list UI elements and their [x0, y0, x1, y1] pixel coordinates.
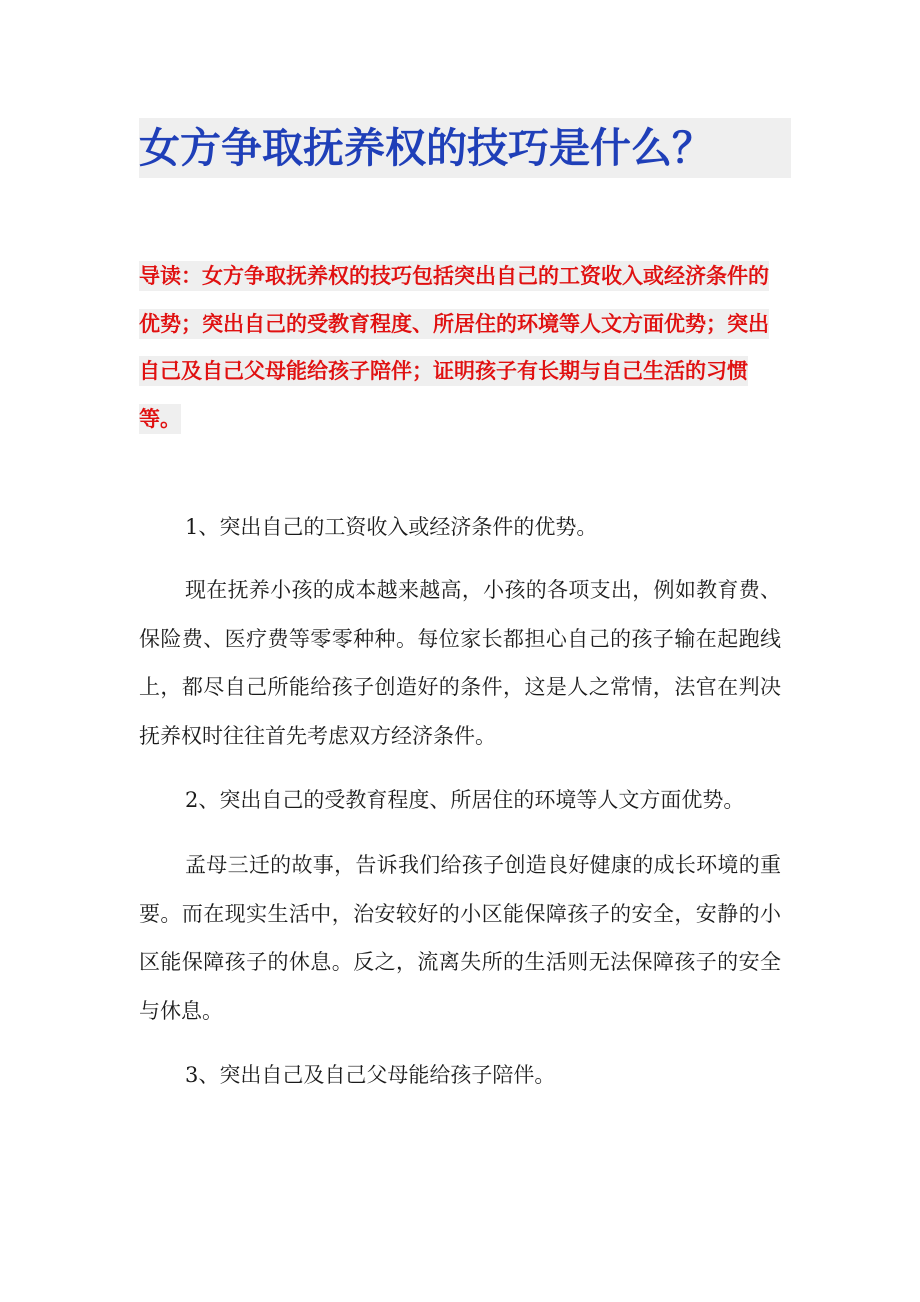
section-paragraph-2: 孟母三迁的故事，告诉我们给孩子创造良好健康的成长环境的重要。而在现实生活中，治安较好的小区能保障孩子的安全，安静的小区能保障孩子的休息。反之，流离失所的生活则无法保障孩子的安全与休息。 [139, 853, 781, 1023]
document-title: 女方争取抚养权的技巧是什么？ [139, 118, 791, 178]
section-heading-2: 2、突出自己的受教育程度、所居住的环境等人文方面优势。 [185, 788, 745, 812]
section-heading-3: 3、突出自己及自己父母能给孩子陪伴。 [185, 1063, 556, 1087]
section-heading-1: 1、突出自己的工资收入或经济条件的优势。 [185, 515, 598, 539]
lead-paragraph [139, 253, 784, 443]
section-paragraph-1: 现在抚养小孩的成本越来越高，小孩的各项支出，例如教育费、保险费、医疗费等零零种种。每位家长都担心自己的孩子输在起跑线上，都尽自己所能给孩子创造好的条件，这是人之常情，法官在判决抚养权时往往首先考虑双方经济条件。 [139, 578, 781, 748]
lead-text: 导读：女方争取抚养权的技巧包括突出自己的工资收入或经济条件的优势；突出自己的受教育程度、所居住的环境等人文方面优势；突出自己及自己父母能给孩子陪伴；证明孩子有长期与自己生活的习惯等。 [139, 261, 769, 434]
